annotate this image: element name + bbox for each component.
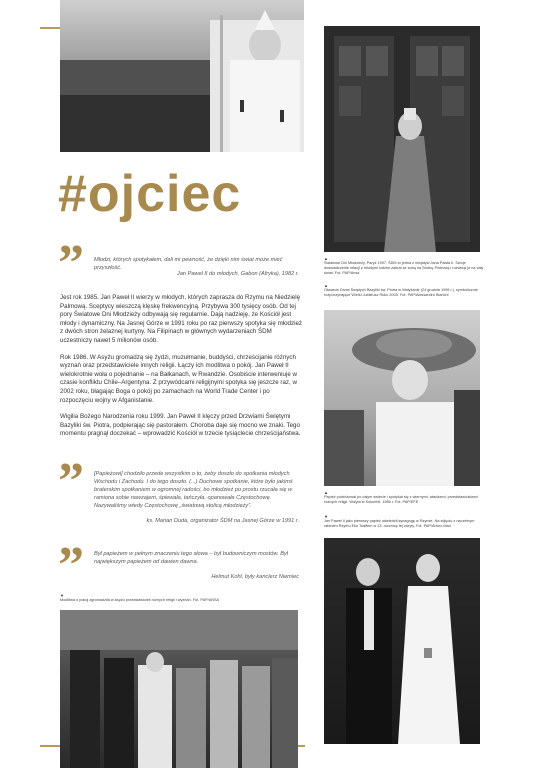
article-paragraph-1: Jest rok 1985. Jan Paweł II wierzy w młodych, których zaprasza do Rzymu na Niedzielę Palmową. Sceptycy wieszczą klęskę frekwencyjną. Przybywa 300 tysięcy osób. Od tej pory Światowe Dni Młodzieży odbywają się regularnie. Dają nadzieję, że Kościół jest młody i dynamiczny. Na Jasnej Górze w 1991 roku po raz pierwszy spotyka się młodzież z dwóch stron żelaznej kurtyny. Na Filipinach w głównych wydarzeniach ŚDM uczestniczy nawet 5 milionów osób. (60, 294, 302, 344)
caption-marker-icon: ▲ (324, 283, 328, 288)
caption-marker-icon: ▼ (324, 514, 328, 519)
caption-synagoga (324, 514, 484, 529)
photo-pope-hat-art (324, 310, 480, 486)
photo-pope-crowd (60, 0, 304, 152)
quote-mark-3: ” (58, 537, 84, 594)
photo-holy-door-art (324, 26, 480, 252)
caption-marker-icon: ▲ (324, 490, 328, 495)
quote-3-text: Był papieżem w pełnym znaczeniu tego słowa – był budowniczym mostów. Był największym papieżem od dawien dawna. (94, 551, 289, 565)
caption-marker-icon: ▲ (324, 256, 328, 261)
main-article (60, 294, 304, 447)
quote-2-text: [Papieżowi] chodziło przede wszystkim o to, żeby doszło do spotkania młodych Wschodu i Zachodu. I do tego doszło. (...) Duchowe spotkanie, które było jakimś braterskim spotkaniem w ogromnej radości, bo młodzież po prostu rzucała się w ramiona sobie nawzajem, śpiewała, tańczyła, opanowała Częstochowę. Nazywaliśmy wtedy Częstochowę „światową stolicą młodzieży”. (94, 471, 293, 509)
caption-sdm-text: Światowe Dni Młodzieży, Paryż 1997. ŚDM to jedna z inicjatyw Jana Pawła II. Swoje doświadczenie relacji z młodymi ludźmi zabrał ze sobą na Stolicę Piotrową i rozwinął je na cały świat. Fot. PAP/Ansa (324, 261, 484, 275)
caption-marker-icon: ▼ (60, 593, 64, 598)
caption-kapelusz (324, 490, 484, 505)
caption-drzwi-text: Otwarcie Drzwi Świętych Bazyliki św. Piotra w Watykanie (24 grudnia 1999 r.), symbolicznie rozpoczynające Wielki Jubileusz Roku 2000. Fot. PAP/Alessandro Bianchi (324, 288, 478, 297)
caption-kapelusz-text: Papież podróżował po całym świecie i spotykał się z wiernymi, władzami, przedstawicielami różnych religii. Wizyta w Kolumbii, 1986 r. Fot. PAP/EFE (324, 495, 478, 504)
photo-holy-door (324, 26, 480, 252)
quote-1-text: Młodzi, których spotykałem, dali mi pewność, że dzięki nim świat może mieć przyszłość. (94, 257, 283, 271)
photo-pope-rabbi (324, 538, 480, 744)
article-paragraph-3: Wigilia Bożego Narodzenia roku 1999. Jan Paweł II klęczy przed Drzwiami Świętymi Bazyliki św. Piotra, podpierając się pastorałem. Choroba daje się mocno we znaki. Tego momentu pragnął doczekać – wprowadzić Kościół w trzecie tysiąclecie chrześcijaństwa. (60, 413, 301, 438)
caption-asyz-text: Modlitwa o pokój zgromadziła w Asyżu przedstawicieli różnych religii i wyznań. Fot. PAP/ANSA (60, 598, 220, 602)
hashtag-heading: #ojciec (58, 165, 242, 223)
article-paragraph-2: Rok 1986. W Asyżu gromadzą się żydzi, muzułmanie, buddyści, chrześcijanie różnych wyznań oraz przedstawiciele innych religii. Łączy ich modlitwa o pokój. Jan Paweł II wielokrotnie woła o pojednanie – na Bałkanach, w Rwandzie. Osobiście interweniuje w czasie konfliktu Chile–Argentyna. Z przywódcami religijnymi spotyka się jeszcze raz, w 2002 roku, błagając Boga o pokój po zamachach na World Trade Center i po rozpoczęciu wojny w Afganistanie. (60, 353, 297, 404)
quote-3-author: Helmut Kohl, były kanclerz Niemiec (211, 574, 299, 580)
photo-pope-crowd-art (60, 0, 304, 152)
caption-drzwi (324, 283, 484, 298)
quote-mark-1: ” (58, 235, 84, 292)
photo-pope-hat (324, 310, 480, 486)
caption-sdm (324, 256, 484, 276)
photo-asyz-art (60, 610, 298, 768)
caption-synagoga-text: Jan Paweł II jako pierwszy papież odwiedził synagogę w Rzymie. Na zdjęciu z naczelnym rabinem Rzymu Elio Toaffem w 13. rocznicę tej wizyty. Fot. PAP/Arturo Mari (324, 519, 475, 528)
quote-mark-2: ” (58, 453, 84, 510)
quote-1-author: Jan Paweł II do młodych, Gabon (Afryka), 1982 r. (177, 271, 299, 277)
quote-2-author: ks. Marian Duda, organizator ŚDM na Jasnej Górze w 1991 r. (146, 518, 299, 524)
photo-asyz-religious-leaders (60, 610, 298, 768)
photo-pope-rabbi-art (324, 538, 480, 744)
caption-asyz (60, 593, 304, 603)
